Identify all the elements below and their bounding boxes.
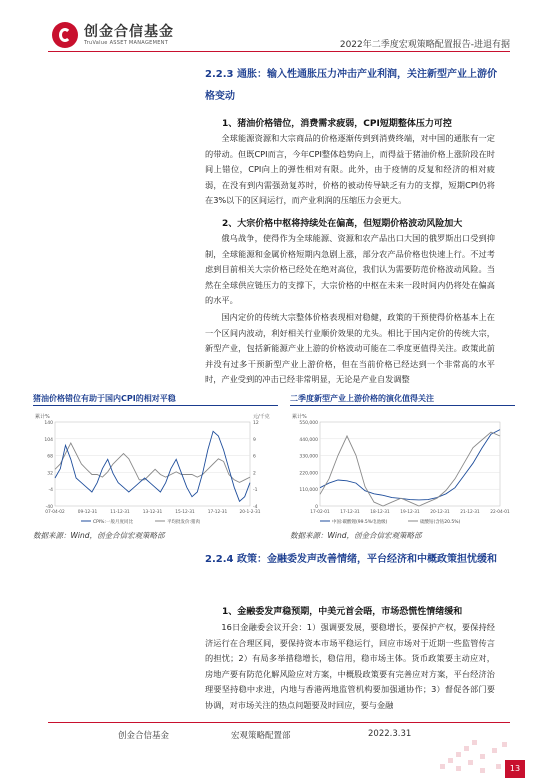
y-tick-label: 220,000 <box>299 471 318 477</box>
y-tick-label: 32 <box>47 471 53 477</box>
brand-logo-icon <box>52 22 78 48</box>
brand-name-cn: 创金合信基金 <box>84 24 174 40</box>
y2-tick-label: -4 <box>253 505 258 510</box>
x-tick-label: 17-12-31 <box>207 510 228 515</box>
left-axis-unit-left: 累计% <box>35 414 50 420</box>
y-tick-label: 110,000 <box>299 488 318 494</box>
right-legend-2: 硫酸钴(含钴20.5%) <box>420 520 461 525</box>
section-223-sub1: 1、猪油价格错位，消费需求疲弱，CPI短期整体压力可控 <box>222 119 452 129</box>
paragraph-text: 16日金融委会议开会：1）强调要发展，要稳增长，要保护产权，要保持经济运行在合理区间，要保持资本市场平稳运行，回应市场对于近期一些监管传言的担忧；2）有局多举措稳增长，稳信用，稳市场主体。货币政策要主动应对，房地产要有防范化解风险应对方案，中概股政策要有完善应对方案，平台经济治理要坚持稳中求进，内地与香港两地监管机构要加强通协作；3）督促各部门要协调，对市场关注的热点问题要及时回应，要与金融 <box>205 622 495 710</box>
left-axis-unit-right: 元/千克 <box>253 414 270 420</box>
x-tick-label: 09-12-31 <box>77 510 98 515</box>
y-tick-label: 330,000 <box>299 454 318 460</box>
y-tick-label: 104 <box>44 437 53 443</box>
report-title: 2022年二季度宏观策略配置报告-进退有据 <box>339 40 510 50</box>
section-224-para1 <box>205 620 495 714</box>
left-legend-1: CPI%:一般月度同比 <box>93 520 133 525</box>
footer-divider <box>48 722 510 723</box>
right-chart <box>290 408 515 526</box>
left-chart <box>33 408 278 526</box>
x-tick-label: 17-12-31 <box>340 510 360 515</box>
right-axis-unit-left: 累计% <box>292 414 307 420</box>
paragraph-text: 国内定价的传统大宗整体价格表现相对稳健，政策的干预使得价格基本上在一个区间内波动，利好相关行业顺价效果的尤头。相比于国内定价的传统大宗，新型产业，包括新能源产业上游的价格波动可能在二季度更值得关注。政策此前并没有过多干预新型产业上游价格，但在当前价格已经达到一个非常高的水平时，产业受到的冲击已经非常明显，无论是产业自发调整 <box>205 312 495 385</box>
section-223-title: 2.2.3 通胀：输入性通胀压力冲击产业利润，关注新型产业上游价格变动 <box>205 69 497 102</box>
plot-frame <box>320 422 500 506</box>
y2-tick-label: 2 <box>253 471 256 477</box>
x-tick-label: 22-04-01 <box>490 510 510 515</box>
y-tick-label: 550,000 <box>299 421 318 426</box>
section-223-para2 <box>205 231 495 309</box>
x-tick-label: 11-12-31 <box>110 510 130 515</box>
x-tick-label: 18-12-31 <box>370 510 390 515</box>
footer-date: 2022.3.31 <box>368 729 412 739</box>
right-legend-1: 中国:碳酸锂(99.5%电池级) <box>332 520 388 525</box>
left-legend-2: 平均批发价:猪肉 <box>167 520 201 525</box>
right-chart-source: 数据来源：Wind，创金合信宏观策略部 <box>290 531 422 540</box>
footer-company: 创金合信基金 <box>118 731 170 741</box>
section-223-para1 <box>205 131 495 209</box>
y2-tick-label: 12 <box>253 421 259 426</box>
section-224-sub1: 1、金融委发声稳预期，中美元首会晤，市场恐慌性情绪缓和 <box>222 607 463 617</box>
footer-decoration <box>440 736 510 778</box>
paragraph-text: 全球能源资源和大宗商品的价格逐渐传到到消费终端，对中国的通胀有一定的带动。但既CPI而言，今年CPI整体趋势向上，而得益于猪油价格上涨阶段在时间上错位，CPI向上的弹性相对有限。此外，由于疫情的反复和经济的相对疲弱，在没有到内需强劲复苏时，价格的被动传导缺乏有力的支撑，短期CPI仍将在3%以下的区间运行，而产业利润的压缩压力会更大。 <box>205 133 495 206</box>
y2-tick-label: -1 <box>253 488 258 494</box>
section-224-title: 2.2.4 政策：金融委发声改善情绪，平台经济和中概政策担忧缓和 <box>205 554 497 565</box>
x-tick-label: 20-1-2-31 <box>239 510 261 515</box>
y-tick-label: 68 <box>47 454 53 460</box>
x-tick-label: 21-12-31 <box>460 510 480 515</box>
series-line-2 <box>320 432 500 506</box>
y-tick-label: -40 <box>45 505 53 510</box>
footer-dept: 宏观策略配置部 <box>231 731 291 741</box>
brand-logo <box>52 22 174 48</box>
right-chart-title-rule <box>290 405 515 406</box>
x-tick-label: 07-04-02 <box>45 510 65 515</box>
y2-tick-label: 6 <box>253 454 256 460</box>
page-number: 13 <box>505 760 525 778</box>
y2-tick-label: 9 <box>253 437 256 443</box>
x-tick-label: 17-02-01 <box>310 510 330 515</box>
brand-name-en: TruValue ASSET MANAGEMENT <box>84 40 169 46</box>
paragraph-text: 俄乌战争，使得作为全球能源、资源和农产品出口大国的俄罗斯出口受到抑制，全球能源和金属价格短期内急剧上涨，部分农产品价格也快速上行。不过考虑到目前相关大宗价格已经处在绝对高位，我们认为需要防范价格波动风险。当然在全球供应链压力的支撑下，大宗价格的中枢在未来一段时间内仍将处在偏高的水平。 <box>205 233 495 306</box>
section-223-sub2: 2、大宗价格中枢将持续处在偏高，但短期价格波动风险加大 <box>222 219 463 229</box>
section-223-para3 <box>205 310 495 388</box>
y-tick-label: 140 <box>44 421 53 426</box>
left-chart-title-rule <box>33 405 278 406</box>
series-line-1 <box>55 443 250 482</box>
x-tick-label: 20-12-31 <box>430 510 450 515</box>
y-tick-label: 0 <box>315 505 318 510</box>
x-tick-label: 15-12-31 <box>175 510 195 515</box>
plot-frame <box>55 422 250 506</box>
header-divider <box>48 51 510 52</box>
left-chart-title: 猪油价格错位有助于国内CPI的相对平稳 <box>33 394 176 403</box>
y-tick-label: -4 <box>48 488 53 494</box>
left-chart-source: 数据来源：Wind，创金合信宏观策略部 <box>33 531 165 540</box>
y-tick-label: 440,000 <box>299 437 318 443</box>
x-tick-label: 19-12-31 <box>400 510 420 515</box>
right-chart-title: 二季度新型产业上游价格的演化值得关注 <box>290 394 434 403</box>
x-tick-label: 13-12-31 <box>142 510 163 515</box>
